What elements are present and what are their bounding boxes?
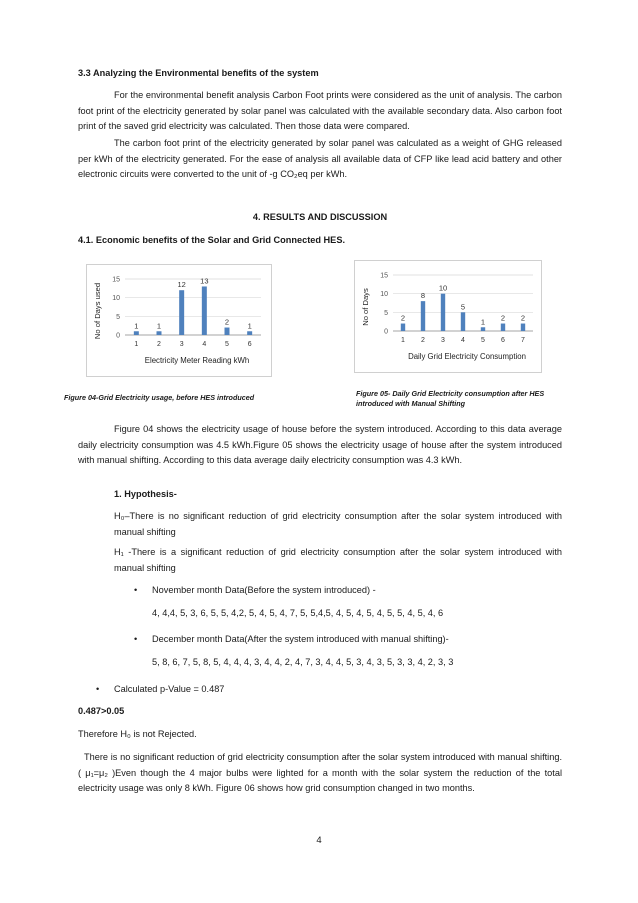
x-tick-label: 3: [441, 337, 445, 344]
x-axis-title: Daily Grid Electricity Consumption: [408, 352, 526, 361]
x-tick-label: 4: [461, 337, 465, 344]
bullet-november: •: [134, 585, 138, 595]
data-label: 2: [224, 317, 230, 327]
y-axis-title: No of Days: [361, 288, 370, 326]
november-data: 4, 4,4, 5, 3, 6, 5, 5, 4,2, 5, 4, 5, 4, 7, 5, 5,4,5, 4, 5, 4, 5, 4, 5, 5, 4, 5, 4, 6: [152, 608, 444, 618]
section-3-3-heading: 3.3 Analyzing the Environmental benefits of the system: [78, 68, 319, 78]
figure-05-caption-line-2: introduced with Manual Shifting: [356, 399, 466, 408]
bar: [225, 328, 230, 335]
x-tick-label: 7: [521, 337, 525, 344]
data-label: 1: [480, 317, 486, 327]
y-tick-label: 5: [116, 313, 120, 321]
data-label: 8: [420, 291, 426, 301]
bar: [134, 331, 139, 335]
bar: [247, 331, 252, 335]
page-number: 4: [316, 835, 322, 846]
x-tick-label: 5: [481, 337, 485, 344]
x-tick-label: 1: [401, 337, 405, 344]
figure-05-caption: [356, 389, 566, 409]
bar: [202, 286, 207, 335]
x-tick-label: 5: [225, 341, 229, 348]
x-tick-label: 3: [179, 341, 184, 348]
figure-05-chart: [354, 260, 542, 373]
data-label: 2: [520, 313, 526, 323]
x-tick-label: 2: [157, 341, 161, 348]
section-3-3-paragraph-1: For the environmental benefit analysis Carbon Foot prints were considered as the unit of analysis. The carbon foot print of the electricity generated by solar panel was calculated with the available secondary data. Also carbon foot print of the saved grid electricity was calculated. Then those data were compared.: [78, 90, 562, 132]
november-label: November month Data(Before the system introduced) -: [152, 585, 376, 595]
x-tick-label: 2: [421, 337, 425, 344]
data-label: 2: [500, 313, 506, 323]
bar: [179, 290, 184, 335]
x-tick-label: 1: [134, 341, 139, 348]
figure-05-bar-chart: [355, 261, 541, 372]
bar: [521, 324, 525, 331]
y-tick-label: 15: [380, 272, 388, 280]
bar: [441, 294, 445, 331]
hypothesis-title: 1. Hypothesis-: [114, 489, 177, 499]
hypothesis-h1: H₁ -There is a significant reduction of grid electricity consumption after the solar system introduced with manual shifting: [114, 547, 562, 573]
figure-05-caption-line-1: Figure 05- Daily Grid Electricity consumption after HES: [356, 389, 545, 398]
bar: [461, 312, 465, 331]
december-label: December month Data(After the system introduced with manual shifting)-: [152, 634, 449, 644]
data-label: 13: [200, 276, 209, 286]
section-4-heading: 4. RESULTS AND DISCUSSION: [252, 212, 388, 222]
figure-discussion-paragraph: Figure 04 shows the electricity usage of house before the system introduced. According to this data average daily electricity consumption was 4.5 kWh.Figure 05 shows the electricity usage of house after the system introduced with manual shifting. According to this data average daily electricity consumption was 4.3 kWh.: [78, 424, 562, 466]
y-tick-label: 10: [112, 295, 120, 303]
section-3-3-paragraph-2: The carbon foot print of the electricity generated by solar panel was calculated as a weight of GHG released per kWh of the electricity generated. For the ease of analysis all available data of CFP like lead acid battery and other electronic circuits were converted to the unit of -g CO₂eq per kWh.: [78, 138, 562, 180]
figure-04-chart: [86, 264, 272, 377]
figure-04-bar-chart: [87, 265, 271, 376]
data-label: 10: [438, 283, 448, 293]
data-label: 1: [156, 321, 162, 331]
x-tick-label: 4: [202, 341, 207, 348]
bar: [157, 331, 162, 335]
y-tick-label: 15: [112, 276, 120, 284]
bar: [421, 301, 425, 331]
x-axis-title: Electricity Meter Reading kWh: [144, 356, 250, 365]
pvalue-text: Calculated p-Value = 0.487: [114, 684, 225, 694]
y-tick-label: 0: [384, 328, 388, 336]
hypothesis-h0: H₀–There is no significant reduction of grid electricity consumption after the solar system introduced with manual shifting: [114, 511, 562, 537]
december-data: 5, 8, 6, 7, 5, 8, 5, 4, 4, 4, 3, 4, 4, 2, 4, 7, 3, 4, 4, 5, 3, 4, 3, 5, 3, 3, 4, 2, 3, 3: [152, 657, 454, 667]
bar: [481, 327, 485, 331]
data-label: 1: [247, 321, 252, 331]
y-axis-title: No of Days used: [93, 282, 102, 340]
y-tick-label: 0: [116, 332, 120, 340]
bar: [501, 324, 505, 331]
y-tick-label: 5: [384, 309, 388, 317]
therefore-text: Therefore H₀ is not Rejected.: [78, 729, 197, 739]
figure-04-caption: Figure 04-Grid Electricity usage, before HES introduced: [64, 393, 255, 402]
bullet-pvalue: •: [96, 684, 100, 694]
bullet-december: •: [134, 634, 138, 644]
comparison-text: 0.487>0.05: [78, 706, 125, 716]
section-4-1-heading: 4.1. Economic benefits of the Solar and Grid Connected HES.: [78, 235, 345, 245]
data-label: 2: [400, 313, 406, 323]
y-tick-label: 10: [380, 291, 388, 299]
x-tick-label: 6: [247, 341, 252, 348]
bar: [401, 324, 405, 331]
data-label: 1: [134, 321, 139, 331]
conclusion-paragraph: There is no significant reduction of grid electricity consumption after the solar system introduced with manual shifting. ( μ₁=μ₂ )Even though the 4 major bulbs were lighted for a month with the solar system the reduction of the total electricity usage was only 8 kWh. Figure 06 shows how grid consumption changed in two months.: [78, 752, 562, 794]
data-label: 12: [177, 280, 186, 290]
data-label: 5: [460, 302, 466, 312]
x-tick-label: 6: [501, 337, 505, 344]
